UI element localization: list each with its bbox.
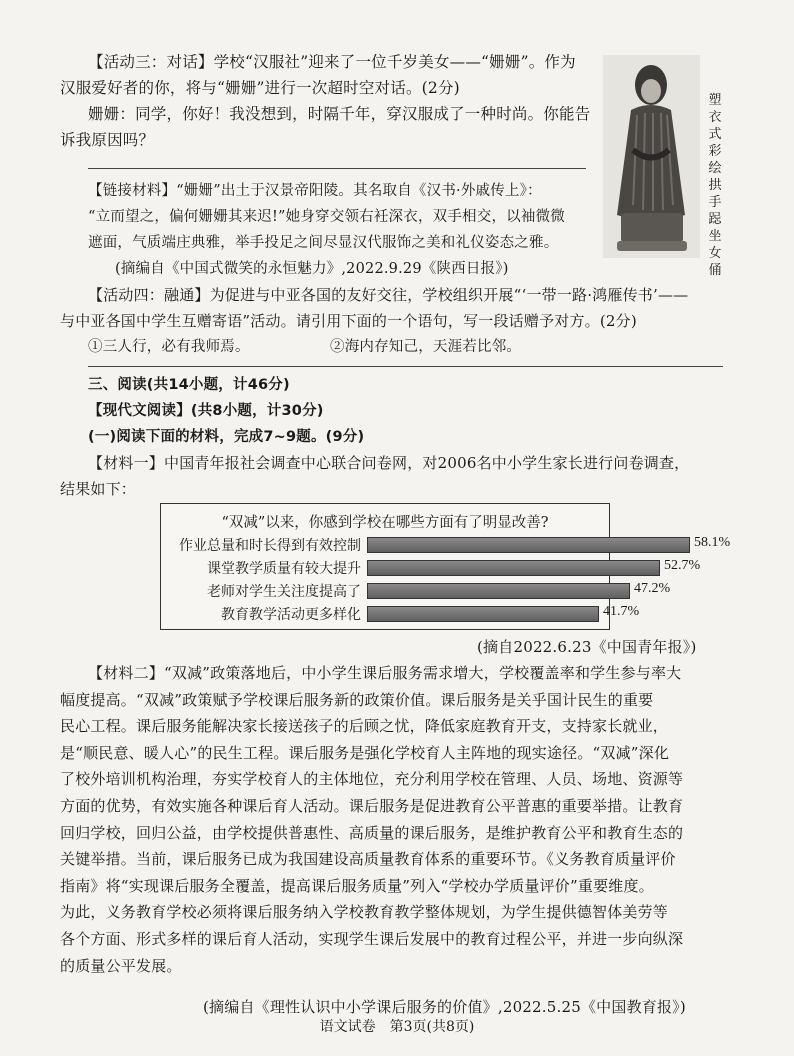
statue-caption: 塑衣式彩绘拱手跽坐女俑	[708, 93, 722, 278]
link-material-line2: “立而望之，偏何姗姗其来迟!”她身穿交领右衽深衣，双手相交，以袖微微	[88, 209, 565, 225]
material2-line: 方面的优势，有效实施各种课后育人活动。课后服务是促进教育公平普惠的重要举措。让教育	[60, 797, 684, 815]
link-material-line1: 【链接材料】“姗姗”出土于汉景帝阳陵。其名取自《汉书·外戚传上》：	[88, 183, 542, 199]
statue-figure	[603, 55, 700, 258]
material2-line: 幅度提高。“双减”政策赋予学校课后服务新的政策价值。课后服务是关乎国计民生的重要	[60, 690, 654, 709]
material2-line: 民心工程。课后服务能解决家长接送孩子的后顾之忧，降低家庭教育开支，支持家长就业，	[60, 717, 669, 736]
chart-title: “双减”以来，你感到学校在哪些方面有了明显改善?	[221, 515, 549, 531]
link-material-line3: 遮面，气质端庄典雅，举手投足之间尽显汉代服饰之美和礼仪姿态之雅。	[88, 235, 559, 251]
bar-value-3: 47.2%	[634, 581, 671, 596]
material2-line: 指南》将“实现课后服务全覆盖，提高课后服务质量”列入“学校办学质量评价”重要维度。	[60, 876, 654, 895]
activity3-line4: 诉我原因吗？	[60, 131, 155, 149]
answer-line	[88, 168, 586, 169]
bar-value-2: 52.7%	[664, 558, 701, 573]
survey-bar-chart	[160, 503, 731, 630]
bar-row-4	[161, 602, 640, 624]
activity4-option2: ②海内存知己，天涯若比邻。	[330, 339, 522, 355]
section-heading: 三、阅读(共14小题，计46分)	[88, 377, 290, 393]
bar-value-1: 58.1%	[694, 535, 731, 550]
part1-heading: (一)阅读下面的材料，完成7~9题。(9分)	[88, 429, 365, 445]
answer-line-2	[88, 366, 723, 367]
bar-label-1: 作业总量和时长得到有效控制	[179, 538, 361, 554]
activity3-line1: 【活动三：对话】学校“汉服社”迎来了一位千岁美女——“姗姗”。作为	[88, 53, 576, 71]
bar-row-3	[161, 579, 671, 601]
material2-line: 各个方面、形式多样的课后育人活动，实现学生课后发展中的教育过程公平，并进一步向纵深	[60, 930, 684, 948]
material2-line: 关键举措。当前，课后服务已成为我国建设高质量教育体系的重要环节。《义务教育质量评价	[60, 850, 676, 869]
material2-line: 的质量公平发展。	[60, 956, 182, 975]
material2-line: 了校外培训机构治理，夯实学校育人的主体地位，充分利用学校在管理、人员、场地、资源等	[60, 770, 684, 789]
page-footer: 语文试卷 第3页(共8页)	[319, 1019, 475, 1035]
bar-row-1	[161, 533, 731, 555]
bar-label-3: 老师对学生关注度提高了	[207, 584, 361, 600]
bar-value-4: 41.7%	[603, 604, 640, 619]
kneeling-figurine-image	[603, 55, 700, 258]
activity3-line3: 姗姗：同学，你好！我没想到，时隔千年，穿汉服成了一种时尚。你能告	[88, 105, 591, 123]
bar-3	[367, 583, 630, 599]
material1-line2: 结果如下：	[60, 480, 137, 498]
bar-2	[367, 560, 660, 576]
material2-line: 【材料二】“双减”政策落地后，中小学生课后服务需求增大，学校覆盖率和学生参与率大	[88, 664, 682, 682]
material1-line1: 【材料一】中国青年报社会调查中心联合问卷网，对2006名中小学生家长进行问卷调查，	[88, 454, 690, 472]
material2-line: 是“顺民意、暖人心”的民生工程。课后服务是强化学校育人主阵地的现实途径。“双减”深化	[60, 743, 670, 762]
link-material-source: (摘编自《中国式微笑的永恒魅力》,2022.9.29《陕西日报》)	[115, 261, 509, 277]
material2-line: 为此，义务教育学校必须将课后服务纳入学校教育教学整体规划，为学生提供德智体美劳等	[60, 903, 669, 922]
bar-label-2: 课堂教学质量有较大提升	[207, 561, 361, 577]
bar-1	[367, 537, 690, 553]
bar-4	[367, 606, 599, 622]
material2-source: (摘编自《理性认识中小学课后服务的价值》,2022.5.25《中国教育报》)	[203, 998, 686, 1016]
activity4-option1: ①三人行，必有我师焉。	[88, 339, 250, 355]
activity4-line1: 【活动四：融通】为促进与中亚各国的友好交往，学校组织开展“‘一带一路·鸿雁传书’——	[88, 286, 689, 304]
activity4-line2: 与中亚各国中学生互赠寄语”活动。请引用下面的一个语句，写一段话赠予对方。(2分)	[60, 312, 637, 330]
activity3-line2: 汉服爱好者的你，将与“姗姗”进行一次超时空对话。(2分)	[60, 79, 460, 97]
bar-label-4: 教育教学活动更多样化	[221, 607, 361, 623]
bar-row-2	[161, 556, 701, 578]
chart-source: (摘自2022.6.23《中国青年报》)	[477, 638, 697, 656]
modern-reading-heading: 【现代文阅读】(共8小题，计30分)	[88, 403, 324, 419]
material2-line: 回归学校，回归公益，由学校提供普惠性、高质量的课后服务，是维护教育公平和教育生态的	[60, 823, 684, 842]
